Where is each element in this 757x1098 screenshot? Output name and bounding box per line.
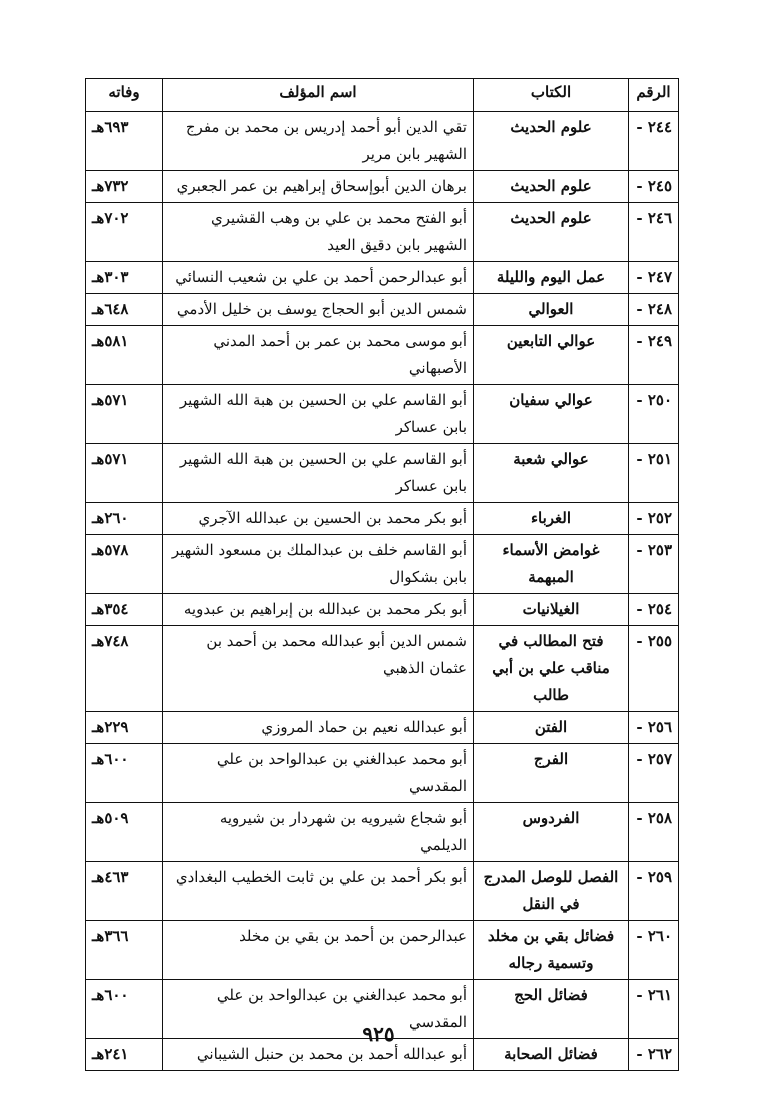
book-title: الغرباء [474,503,629,535]
row-number: ٢٥٥ - [629,626,679,712]
row-number: ٢٥٤ - [629,594,679,626]
row-number: ٢٥٩ - [629,862,679,921]
header-book: الكتاب [474,79,629,112]
book-title: فتح المطالب في مناقب علي بن أبي طالب [474,626,629,712]
author-name: أبو بكر أحمد بن علي بن ثابت الخطيب البغدادي [163,862,474,921]
table-row [86,535,679,594]
table-row [86,385,679,444]
death-year: ٣٦٦هـ [86,921,163,980]
header-number: الرقم [629,79,679,112]
author-name: أبو عبدالرحمن أحمد بن علي بن شعيب النسائي [163,262,474,294]
header-death: وفاته [86,79,163,112]
row-number: ٢٤٦ - [629,203,679,262]
death-year: ٧٠٢هـ [86,203,163,262]
table-row [86,862,679,921]
books-table-container [85,78,678,1071]
death-year: ٥٨١هـ [86,326,163,385]
table-row [86,112,679,171]
book-title: الفرج [474,744,629,803]
book-title: غوامض الأسماء المبهمة [474,535,629,594]
table-header-row [86,79,679,112]
row-number: ٢٥٢ - [629,503,679,535]
page-number: ٩٢٥ [362,1022,395,1046]
book-title: عمل اليوم والليلة [474,262,629,294]
table-row [86,503,679,535]
book-title: علوم الحديث [474,112,629,171]
book-title: الفتن [474,712,629,744]
author-name: أبو موسى محمد بن عمر بن أحمد المدني الأصبهاني [163,326,474,385]
book-title: الغيلانيات [474,594,629,626]
row-number: ٢٦١ - [629,980,679,1039]
death-year: ٦٠٠هـ [86,744,163,803]
author-name: عبدالرحمن بن أحمد بن بقي بن مخلد [163,921,474,980]
row-number: ٢٤٩ - [629,326,679,385]
header-author: اسم المؤلف [163,79,474,112]
author-name: شمس الدين أبو عبدالله محمد بن أحمد بن عثمان الذهبي [163,626,474,712]
book-title: فضائل الحج [474,980,629,1039]
death-year: ٢٦٠هـ [86,503,163,535]
table-row [86,744,679,803]
book-title: عوالي التابعين [474,326,629,385]
death-year: ٦٤٨هـ [86,294,163,326]
table-row [86,444,679,503]
table-row [86,594,679,626]
death-year: ٥٠٩هـ [86,803,163,862]
author-name: أبو القاسم علي بن الحسين بن هبة الله الشهير بابن عساكر [163,444,474,503]
row-number: ٢٥٦ - [629,712,679,744]
row-number: ٢٤٧ - [629,262,679,294]
row-number: ٢٥٣ - [629,535,679,594]
death-year: ٧٣٢هـ [86,171,163,203]
author-name: تقي الدين أبو أحمد إدريس بن محمد بن مفرج الشهير بابن مرير [163,112,474,171]
death-year: ٣٠٣هـ [86,262,163,294]
table-row [86,294,679,326]
author-name: أبو القاسم علي بن الحسين بن هبة الله الشهير بابن عساكر [163,385,474,444]
book-title: فضائل الصحابة [474,1039,629,1071]
row-number: ٢٥١ - [629,444,679,503]
row-number: ٢٦٢ - [629,1039,679,1071]
books-table [85,78,679,1071]
table-row [86,803,679,862]
row-number: ٢٥٠ - [629,385,679,444]
death-year: ٢٢٩هـ [86,712,163,744]
row-number: ٢٤٨ - [629,294,679,326]
author-name: شمس الدين أبو الحجاج يوسف بن خليل الأدمي [163,294,474,326]
death-year: ٤٦٣هـ [86,862,163,921]
death-year: ٥٧٨هـ [86,535,163,594]
death-year: ٦٩٣هـ [86,112,163,171]
author-name: أبو شجاع شيرويه بن شهردار بن شيرويه الديلمي [163,803,474,862]
table-row [86,203,679,262]
book-title: العوالي [474,294,629,326]
book-title: عوالي سفيان [474,385,629,444]
death-year: ٣٥٤هـ [86,594,163,626]
table-row [86,171,679,203]
table-row [86,262,679,294]
death-year: ٦٠٠هـ [86,980,163,1039]
row-number: ٢٦٠ - [629,921,679,980]
row-number: ٢٥٨ - [629,803,679,862]
book-title: علوم الحديث [474,171,629,203]
author-name: أبو القاسم خلف بن عبدالملك بن مسعود الشهير بابن بشكوال [163,535,474,594]
row-number: ٢٥٧ - [629,744,679,803]
row-number: ٢٤٤ - [629,112,679,171]
author-name: أبو بكر محمد بن الحسين بن عبدالله الآجري [163,503,474,535]
author-name: أبو محمد عبدالغني بن عبدالواحد بن علي المقدسي [163,744,474,803]
table-row [86,326,679,385]
death-year: ٢٤١هـ [86,1039,163,1071]
book-title: عوالي شعبة [474,444,629,503]
author-name: أبو عبدالله نعيم بن حماد المروزي [163,712,474,744]
table-row [86,626,679,712]
death-year: ٥٧١هـ [86,444,163,503]
table-body [86,112,679,1071]
death-year: ٥٧١هـ [86,385,163,444]
table-row [86,921,679,980]
author-name: أبو محمد عبدالغني بن عبدالواحد بن علي المقدسي [163,980,474,1039]
book-title: الفصل للوصل المدرج في النقل [474,862,629,921]
book-title: الفردوس [474,803,629,862]
death-year: ٧٤٨هـ [86,626,163,712]
row-number: ٢٤٥ - [629,171,679,203]
author-name: برهان الدين أبوإسحاق إبراهيم بن عمر الجعبري [163,171,474,203]
author-name: أبو الفتح محمد بن علي بن وهب القشيري الشهير بابن دقيق العيد [163,203,474,262]
author-name: أبو بكر محمد بن عبدالله بن إبراهيم بن عبدويه [163,594,474,626]
book-title: فضائل بقي بن مخلد وتسمية رجاله [474,921,629,980]
book-title: علوم الحديث [474,203,629,262]
table-row [86,712,679,744]
author-name: أبو عبدالله أحمد بن محمد بن حنبل الشيباني [163,1039,474,1071]
